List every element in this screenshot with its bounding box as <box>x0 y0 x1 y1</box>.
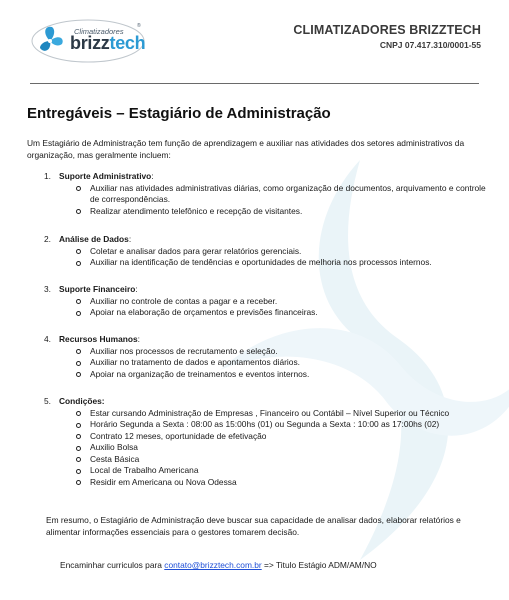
brand-logo <box>30 17 146 65</box>
bullet-icon <box>76 411 81 416</box>
logo-tagline: Climatizadores <box>74 27 124 36</box>
section-number: 5. <box>44 396 51 406</box>
section-suffix: : <box>135 284 138 294</box>
list-item: Contrato 12 meses, oportunidade de efetivação <box>44 431 449 443</box>
bullet-icon <box>76 423 81 428</box>
intro-paragraph: Um Estagiário de Administração tem função de aprendizagem e auxiliar nas atividades dos setores administrativos da organização, mas geralmente incluem: <box>27 138 465 160</box>
list-item: Apoiar na organização de treinamentos e eventos internos. <box>44 369 309 381</box>
bullet-icon <box>76 446 81 451</box>
list-item: Auxiliar no controle de contas a pagar e a receber. <box>44 296 318 308</box>
section-condicoes <box>44 396 449 488</box>
summary-paragraph: Em resumo, o Estagiário de Administração deve buscar sua capacidade de analisar dados, elaborar relatórios e alimentar informações essenciais para o gestores tomarem decisão. <box>46 515 461 537</box>
section-suffix: : <box>128 234 132 244</box>
section-title: Suporte Administrativo <box>59 171 152 181</box>
section-title: Condições: <box>59 396 105 406</box>
list-item: Cesta Básica <box>44 454 449 466</box>
logo-wordmark-accent: tech <box>109 33 146 53</box>
logo-registered-mark: ® <box>137 23 141 29</box>
logo-wordmark-dark: brizz <box>70 33 110 53</box>
page-title: Entregáveis – Estagiário de Administração <box>27 105 331 122</box>
bullet-icon <box>76 469 81 474</box>
bullet-icon <box>76 361 81 366</box>
list-item: Estar cursando Administração de Empresas , Financeiro ou Contábil – Nível Superior ou Técnico <box>44 408 449 420</box>
section-title: Análise de Dados <box>59 234 129 244</box>
list-item: Auxilio Bolsa <box>44 442 449 454</box>
list-item: Realizar atendimento telefônico e recepção de visitantes. <box>44 206 490 218</box>
section-recursos-humanos <box>44 334 309 380</box>
section-suporte-administrativo <box>44 171 490 217</box>
bullet-icon <box>76 480 81 485</box>
section-suffix: : <box>137 334 140 344</box>
list-item: Auxiliar nos processos de recrutamento e seleção. <box>44 346 309 358</box>
section-suporte-financeiro <box>44 284 318 319</box>
bullet-icon <box>76 249 81 254</box>
footer-suffix: => Titulo Estágio ADM/AM/NO <box>261 560 377 570</box>
section-number: 3. <box>44 284 51 294</box>
section-number: 4. <box>44 334 51 344</box>
email-link[interactable]: contato@brizztech.com.br <box>164 560 262 570</box>
footer-prefix: Encaminhar curriculos para <box>60 560 165 570</box>
company-name: CLIMATIZADORES BRIZZTECH <box>293 23 481 37</box>
list-item: Residir em Americana ou Nova Odessa <box>44 477 449 489</box>
fan-icon <box>40 27 63 51</box>
bullet-icon <box>76 349 81 354</box>
header-divider <box>30 83 479 84</box>
bullet-icon <box>76 261 81 266</box>
bullet-icon <box>76 299 81 304</box>
list-item: Coletar e analisar dados para gerar relatórios gerenciais. <box>44 246 432 258</box>
bullet-icon <box>76 311 81 316</box>
logo-wordmark <box>70 33 145 54</box>
company-header <box>293 23 481 50</box>
list-item: Horário Segunda a Sexta : 08:00 as 15:00hs (01) ou Segunda a Sexta : 10:00 as 17:00hs (02) <box>44 419 449 431</box>
bullet-icon <box>76 372 81 377</box>
section-number: 2. <box>44 234 51 244</box>
section-title: Suporte Financeiro <box>59 284 136 294</box>
bullet-icon <box>76 434 81 439</box>
company-cnpj: CNPJ 07.417.310/0001-55 <box>379 40 481 50</box>
list-item: Auxiliar nas atividades administrativas diárias, como organização de documentos, arquivamento e controle de correspondências. <box>44 183 490 206</box>
list-item: Auxiliar na identificação de tendências e oportunidades de melhoria nos processos internos. <box>44 257 432 269</box>
section-title: Recursos Humanos <box>59 334 138 344</box>
section-analise-de-dados <box>44 234 432 269</box>
list-item: Local de Trabalho Americana <box>44 465 449 477</box>
list-item: Auxiliar no tratamento de dados e apontamentos diários. <box>44 357 309 369</box>
list-item: Apoiar na elaboração de orçamentos e previsões financeiras. <box>44 307 318 319</box>
bullet-icon <box>76 186 81 191</box>
section-number: 1. <box>44 171 51 181</box>
bullet-icon <box>76 209 81 214</box>
bullet-icon <box>76 457 81 462</box>
footer-instructions <box>60 560 377 572</box>
section-suffix: : <box>151 171 154 181</box>
